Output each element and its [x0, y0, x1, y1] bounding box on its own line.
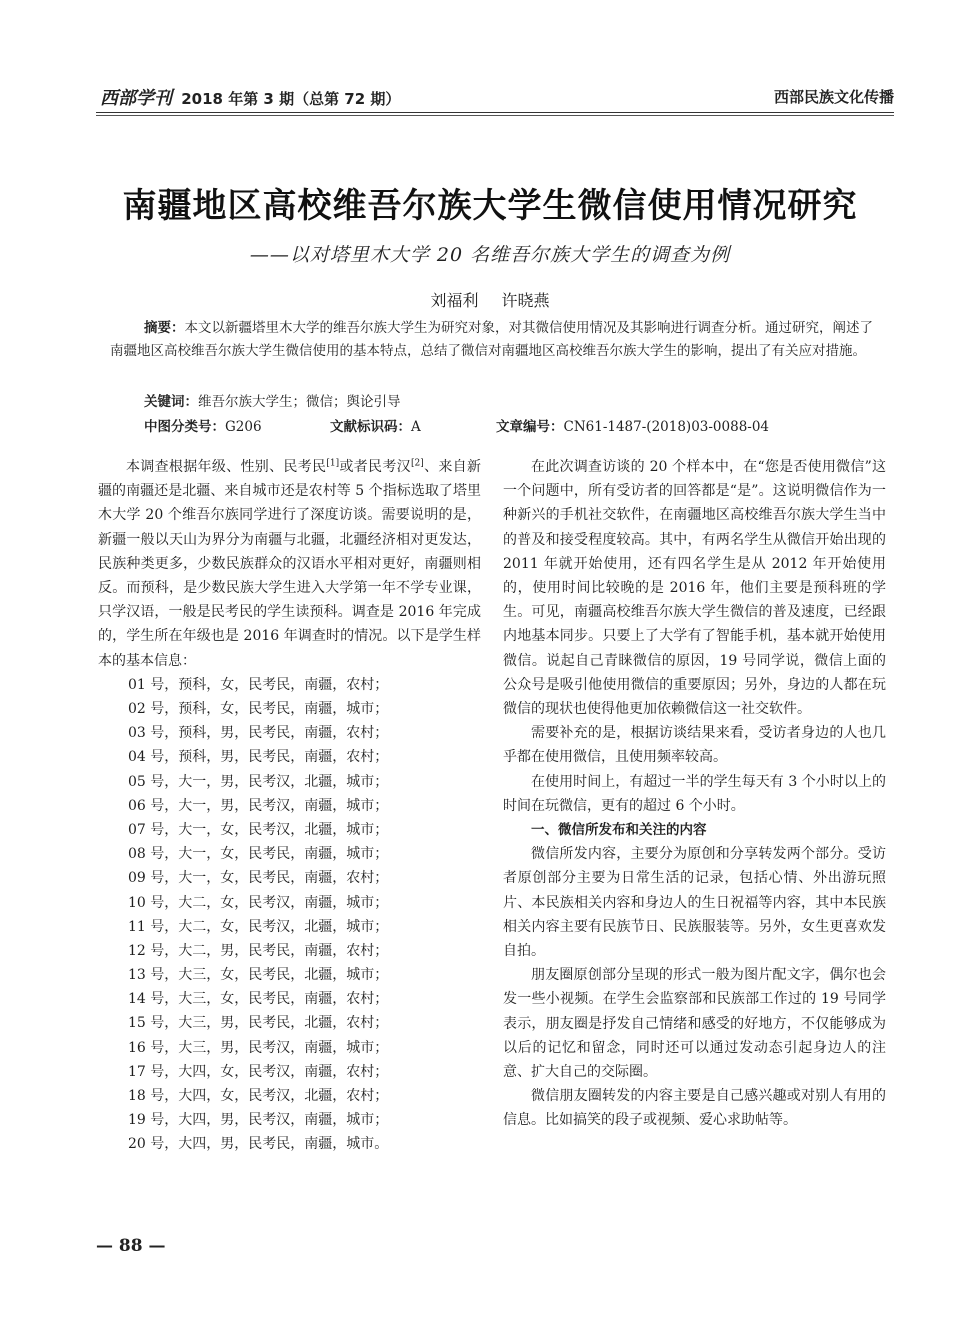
running-header-journal	[100, 84, 400, 110]
paragraph: 微信所发内容，主要分为原创和分享转发两个部分。受访者原创部分主要为日常生活的记录，包括心情、外出游玩照片、本民族相关内容和身边人的生日祝福等内容，其中本民族相关内容主要有民族节日、民族服装等。另外，女生更喜欢发自拍。	[503, 846, 886, 960]
sample-item: 11 号，大二，女，民考汉，北疆，城市；	[128, 918, 389, 935]
right-column	[503, 455, 886, 1133]
abstract-label: 摘要：	[144, 320, 185, 336]
abstract-text: 本文以新疆塔里木大学的维吾尔族大学生为研究对象，对其微信使用情况及其影响进行调查分析。通过研究，阐述了南疆地区高校维吾尔族大学生微信使用的基本特点，总结了微信对南疆地区高校维吾尔族大学生的影响，提出了有关应对措施。	[110, 320, 873, 359]
sample-item: 01 号，预科，女，民考民，南疆，农村；	[128, 676, 389, 693]
article-authors: 刘福利 许晓燕	[430, 291, 550, 310]
doc-code-value: A	[411, 419, 421, 435]
citation-2: [2]	[411, 458, 424, 469]
clc-code	[144, 415, 262, 435]
clc-value: G206	[225, 419, 262, 435]
intro-text-a: 本调查根据年级、性别、民考民	[126, 459, 327, 475]
article-number	[496, 415, 769, 435]
header-rule	[96, 112, 894, 113]
sample-item: 13 号，大三，女，民考民，北疆，城市；	[128, 967, 389, 984]
keywords-label: 关键词：	[144, 394, 198, 410]
sample-item: 03 号，预科，男，民考民，南疆，农村；	[128, 725, 389, 742]
sample-item: 08 号，大一，女，民考民，南疆，城市；	[128, 846, 389, 863]
paragraph: 需要补充的是，根据访谈结果来看，受访者身边的人也几乎都在使用微信，且使用频率较高。	[503, 725, 886, 766]
sample-item: 12 号，大二，男，民考民，南疆，农村；	[128, 942, 389, 959]
citation-1: [1]	[326, 458, 340, 469]
header-rule-thin	[96, 115, 894, 116]
intro-text-b: 或者民考汉	[339, 459, 411, 475]
left-column	[98, 455, 481, 1157]
sample-item: 15 号，大三，男，民考民，北疆，农村；	[128, 1015, 389, 1032]
sample-list	[98, 673, 481, 1157]
section-heading: 一、微信所发布和关注的内容	[531, 822, 707, 839]
paragraph: 微信朋友圈转发的内容主要是自己感兴趣或对别人有用的信息。比如搞笑的段子或视频、爱心求助帖等。	[503, 1088, 886, 1129]
sample-item: 05 号，大一，男，民考汉，北疆，城市；	[128, 773, 389, 790]
sample-item: 16 号，大三，男，民考汉，南疆，城市；	[128, 1039, 389, 1056]
sample-item: 17 号，大四，女，民考汉，南疆，农村；	[128, 1063, 389, 1080]
sample-item: 07 号，大一，女，民考汉，北疆，城市；	[128, 821, 389, 838]
abstract	[110, 317, 880, 363]
sample-item: 14 号，大三，女，民考民，南疆，农村；	[128, 991, 389, 1008]
sample-item: 06 号，大一，男，民考汉，南疆，城市；	[128, 797, 389, 814]
sample-item: 10 号，大二，女，民考汉，南疆，城市；	[128, 894, 389, 911]
intro-paragraph	[98, 455, 481, 673]
article-no-value: CN61-1487-(2018)03-0088-04	[563, 419, 770, 435]
paragraph: 在此次调查访谈的 20 个样本中，在“您是否使用微信”这一个问题中，所有受访者的回答都是“是”。这说明微信作为一种新兴的手机社交软件，在南疆地区高校维吾尔族大学生当中的普及和接受程度较高。其中，有两名学生从微信开始出现的 2011 年就开始使用，还有四名学生是从 2012 年开始使用的，使用时间比较晚的是 2016 年，他们主要是预科班的学生。可见，南疆高校维吾尔族大学生微信的普及速度，已经跟内地基本同步。只要上了大学有了智能手机，基本就开始使用微信。说起自己青睐微信的原因，19 号同学说，微信上面的公众号是吸引他使用微信的重要原因；另外，身边的人都在玩微信的现状也使得他更加依赖微信这一社交软件。	[503, 459, 886, 718]
document-code	[330, 415, 421, 435]
keywords	[144, 390, 401, 410]
issue-info: 2018 年第 3 期（总第 72 期）	[181, 90, 401, 108]
paragraph: 朋友圈原创部分呈现的形式一般为图片配文字，偶尔也会发一些小视频。在学生会监察部和民族部工作过的 19 号同学表示，朋友圈是抒发自己情绪和感受的好地方，不仅能够成为以后的记忆和留念，同时还可以通过发动态引起身边人的注意、扩大自己的交际圈。	[503, 967, 886, 1081]
doc-code-label: 文献标识码：	[330, 419, 411, 435]
sample-item: 20 号，大四，男，民考民，南疆，城市。	[128, 1136, 389, 1153]
clc-label: 中图分类号：	[144, 419, 225, 435]
sample-item: 02 号，预科，女，民考民，南疆，城市；	[128, 701, 389, 718]
page-number: — 88 —	[96, 1236, 166, 1256]
article-title: 南疆地区高校维吾尔族大学生微信使用情况研究	[122, 186, 858, 226]
intro-text-c: 、来自新疆的南疆还是北疆、来自城市还是农村等 5 个指标选取了塔里木大学 20 个维吾尔族同学进行了深度访谈。需要说明的是，新疆一般以天山为界分为南疆与北疆，北疆经济相对更发达，民族种类更多，少数民族群众的汉语水平相对更好，南疆则相反。而预科，是少数民族大学生进入大学第一年不学专业课，只学汉语，一般是民考民的学生读预科。调查是 2016 年完成的，学生所在年级也是 2016 年调查时的情况。以下是学生样本的基本信息：	[98, 459, 481, 669]
sample-item: 09 号，大一，女，民考民，南疆，农村；	[128, 870, 389, 887]
paragraph: 在使用时间上，有超过一半的学生每天有 3 个小时以上的时间在玩微信，更有的超过 6 个小时。	[503, 773, 886, 814]
sample-item: 04 号，预科，男，民考民，南疆，农村；	[128, 749, 389, 766]
journal-logo: 西部学刊	[100, 88, 172, 109]
running-header-column: 西部民族文化传播	[773, 88, 894, 106]
keywords-text: 维吾尔族大学生；微信；舆论引导	[198, 394, 401, 410]
article-subtitle: ——以对塔里木大学 20 名维吾尔族大学生的调查为例	[249, 244, 731, 266]
sample-item: 18 号，大四，女，民考汉，北疆，农村；	[128, 1088, 389, 1105]
article-no-label: 文章编号：	[496, 419, 564, 435]
sample-item: 19 号，大四，男，民考汉，南疆，城市；	[128, 1112, 389, 1129]
